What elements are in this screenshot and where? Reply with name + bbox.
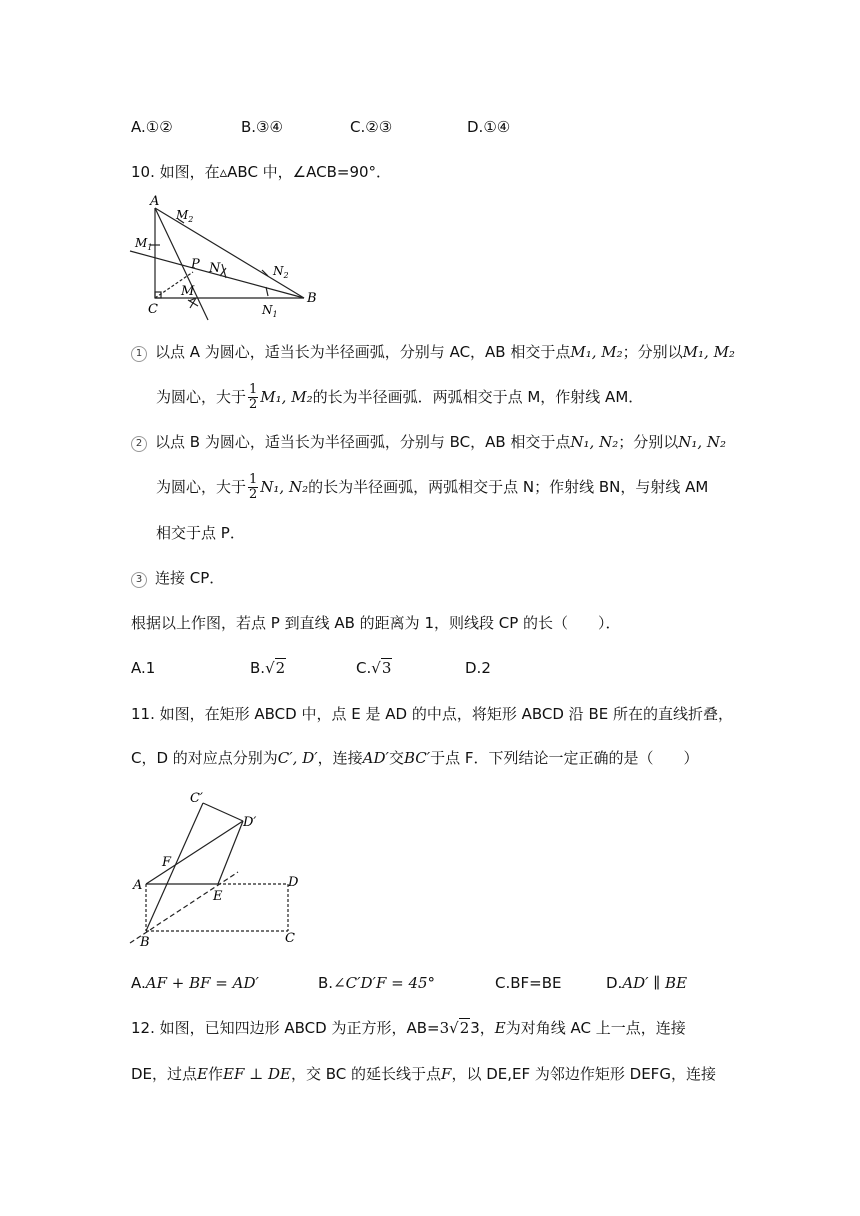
q11-label-e: E <box>213 889 223 904</box>
q10-label-n2: $N_2$ <box>273 264 289 280</box>
step-number-3: 3 <box>131 572 147 588</box>
q12-line1: 12. 如图，已知四边形 ABCD 为正方形，AB=3√23，E为对角线 AC 上一点，连接 <box>131 1019 686 1037</box>
fraction-half-2: $\frac{1}{2}$ <box>249 472 258 502</box>
q10-label-a: A <box>150 194 160 209</box>
q10-label-b: B <box>307 291 317 306</box>
q10-figure <box>126 192 336 322</box>
q11-line2: C，D 的对应点分别为C′, D′，连接AD′交BC′于点 F．下列结论一定正确的是（ ） <box>131 749 699 767</box>
q10-step2-line2: 为圆心，大于 $\frac{1}{2}$ N₁, N₂的长为半径画弧，两弧相交于点 N；作射线 BN，与射线 AM <box>156 472 709 502</box>
q10-option-d: D.2 <box>465 659 491 677</box>
q11-label-d-prime: D′ <box>243 815 257 830</box>
q10-label-p: P <box>191 257 200 272</box>
q9-option-d: D.①④ <box>467 118 511 136</box>
q10-label-m2: $M_2$ <box>176 208 194 224</box>
q11-label-d: D <box>288 875 299 890</box>
q9-option-a: A.①② <box>131 118 173 136</box>
q10-option-c: C.√3 <box>356 659 392 677</box>
q11-label-b: B <box>140 935 150 950</box>
q9-option-c: C.②③ <box>350 118 393 136</box>
q11-line1: 11. 如图，在矩形 ABCD 中，点 E 是 AD 的中点，将矩形 ABCD 沿 BE 所在的直线折叠， <box>131 705 733 723</box>
q10-step1-line1: 1 以点 A 为圆心，适当长为半径画弧，分别与 AC，AB 相交于点M₁, M₂；分别以M₁, M₂ <box>131 342 735 362</box>
q10-step2-line1: 2 以点 B 为圆心，适当长为半径画弧，分别与 BC，AB 相交于点N₁, N₂；分别以N₁, N₂ <box>131 432 726 452</box>
q10-label-m: M <box>181 284 195 299</box>
q11-option-d: D.AD′ ∥ BE <box>606 974 688 992</box>
q12-line2: DE，过点E作EF ⊥ DE，交 BC 的延长线于点F，以 DE,EF 为邻边作矩形 DEFG，连接 <box>131 1065 716 1083</box>
q10-option-b: B.√2 <box>250 659 286 677</box>
step-number-1: 1 <box>131 346 147 362</box>
q11-option-c: C.BF=BE <box>495 974 562 992</box>
q11-label-c-prime: C′ <box>190 791 203 806</box>
q10-stem: 10. 如图，在▵ABC 中，∠ACB=90°． <box>131 163 392 181</box>
q11-option-a: A.AF + BF = AD′ <box>131 974 259 992</box>
q11-label-c: C <box>285 931 295 946</box>
q10-step3: 3 连接 CP． <box>131 568 224 588</box>
q11-figure <box>126 785 316 950</box>
q10-label-m1: $M_1$ <box>135 236 153 252</box>
q10-label-n: N <box>209 261 221 276</box>
q10-question: 根据以上作图，若点 P 到直线 AB 的距离为 1，则线段 CP 的长（ ）． <box>131 614 621 632</box>
q9-option-b: B.③④ <box>241 118 283 136</box>
q10-option-a: A.1 <box>131 659 156 677</box>
q11-label-a: A <box>133 878 143 893</box>
q10-step2-line3: 相交于点 P． <box>156 524 245 542</box>
fraction-half: $\frac{1}{2}$ <box>249 382 258 412</box>
q11-label-f: F <box>162 855 172 870</box>
q11-option-b: B.∠C′D′F = 45° <box>318 974 436 992</box>
step-number-2: 2 <box>131 436 147 452</box>
q10-step1-line2: 为圆心，大于 $\frac{1}{2}$ M₁, M₂的长为半径画弧．两弧相交于点 M，作射线 AM． <box>156 382 644 412</box>
q10-label-n1: $N_1$ <box>262 303 278 319</box>
q10-label-c: C <box>148 302 158 317</box>
